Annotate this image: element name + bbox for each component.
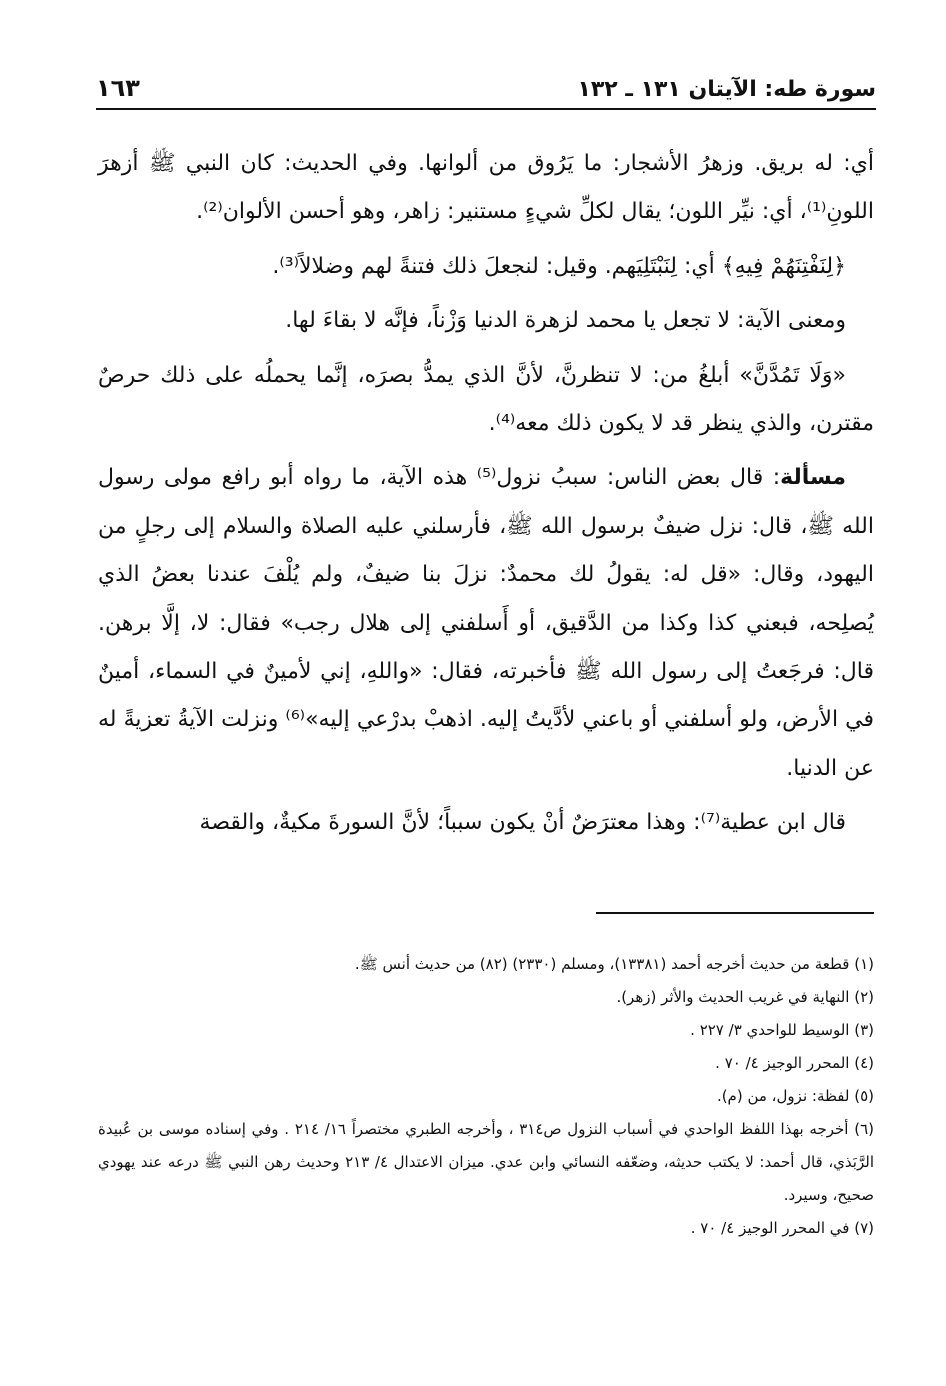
paragraph-5-text: : قال بعض الناس: سببُ نزول⁽⁵⁾ هذه الآية، ما رواه أبو رافع مولى رسول الله ﷺ، قال: نزل ضيفٌ برسول الله ﷺ، فأرسلني عليه الصلاة والسلام إلى رجلٍ من اليهود، وقال: «قل له: يقولُ لك محمدٌ: نزلَ بنا ضيفٌ، ولم يُلْفَ عندنا بعضُ الذي يُصلِحه، فبعني كذا وكذا من الدَّقيق، أو أَسلفني إلى هلال رجب» فقال: لا، إلَّا برهن. قال: فرجَعتُ إلى رسول الله ﷺ فأخبرته، فقال: «واللهِ، إني لأمينٌ في السماء، أمينٌ في الأرض، ولو أسلفني أو باعني لأدَّيتُ إليه. اذهبْ بدرْعي إليه»⁽⁶⁾ ونزلت الآيةُ تعزيةً له عن الدنيا. (98, 465, 875, 781)
chapter-title: سورة طه: الآيتان ١٣١ ـ ١٣٢ (577, 77, 876, 102)
footnote-5: (٥) لفظة: نزول، من (م). (716, 1087, 874, 1105)
paragraph-6: قال ابن عطية⁽⁷⁾: وهذا معترَضٌ أنْ يكون سبباً؛ لأنَّ السورةَ مكيةٌ، والقصة (199, 810, 846, 836)
issue-label: مسألة (780, 465, 846, 491)
running-header (96, 66, 876, 102)
footnote-6: (٦) أخرجه بهذا اللفظ الواحدي في أسباب النزول ص٣١٤ ، وأخرجه الطبري مختصراً ١٦/ ٢١٤ . وفي إسناده موسى بن عُبيدة الرَّبَذي، قال أحمد: لا يكتب حديثه، وضعّفه النسائي وابن عدي. ميزان الاعتدال ٤/ ٢١٣ وحديث رهن النبي ﷺ درعه عند يهودي صحيح، وسيرد. (98, 1120, 874, 1204)
footnote-7: (٧) في المحرر الوجيز ٤/ ٧٠ . (690, 1219, 874, 1237)
footnote-divider (596, 912, 874, 914)
paragraph-2: ﴿لِنَفْتِنَهُمْ فِيهِ﴾ أي: لِنَبْتَلِيَهم. وقيل: لنجعلَ ذلك فتنةً لهم وضلالاً⁽³⁾. (272, 253, 846, 279)
footnote-4: (٤) المحرر الوجيز ٤/ ٧٠ . (715, 1054, 874, 1072)
paragraph-1: أي: له بريق. وزهرُ الأشجار: ما يَرُوق من ألوانها. وفي الحديث: كان النبي ﷺ أزهرَ اللونِ⁽¹⁾، أي: نيِّر اللون؛ يقال لكلِّ شيءٍ مستنير: زاهر، وهو أحسن الألوان⁽²⁾. (98, 151, 874, 225)
header-divider (96, 108, 876, 110)
footnote-1: (١) قطعة من حديث أخرجه أحمد (١٣٣٨١)، ومسلم (٢٣٣٠) (٨٢) من حديث أنس ﷺ. (354, 955, 874, 973)
main-text (98, 140, 874, 848)
page-number: ١٦٣ (96, 74, 140, 102)
paragraph-4: «وَلَا تَمُدَّنَّ» أبلغُ من: لا تنظرنَّ، لأنَّ الذي يمدُّ بصرَه، إنَّما يحملُه على ذلك حرصٌ مقترن، والذي ينظر قد لا يكون ذلك معه⁽⁴⁾. (98, 362, 874, 437)
paragraph-3: ومعنى الآية: لا تجعل يا محمد لزهرة الدنيا وَزْناً، فإنَّه لا بقاءَ لها. (285, 308, 846, 334)
footnotes (98, 948, 874, 1245)
footnote-3: (٣) الوسيط للواحدي ٣/ ٢٢٧ . (690, 1021, 874, 1039)
footnote-2: (٢) النهاية في غريب الحديث والأثر (زهر). (616, 988, 874, 1006)
paragraph-5 (98, 454, 874, 793)
